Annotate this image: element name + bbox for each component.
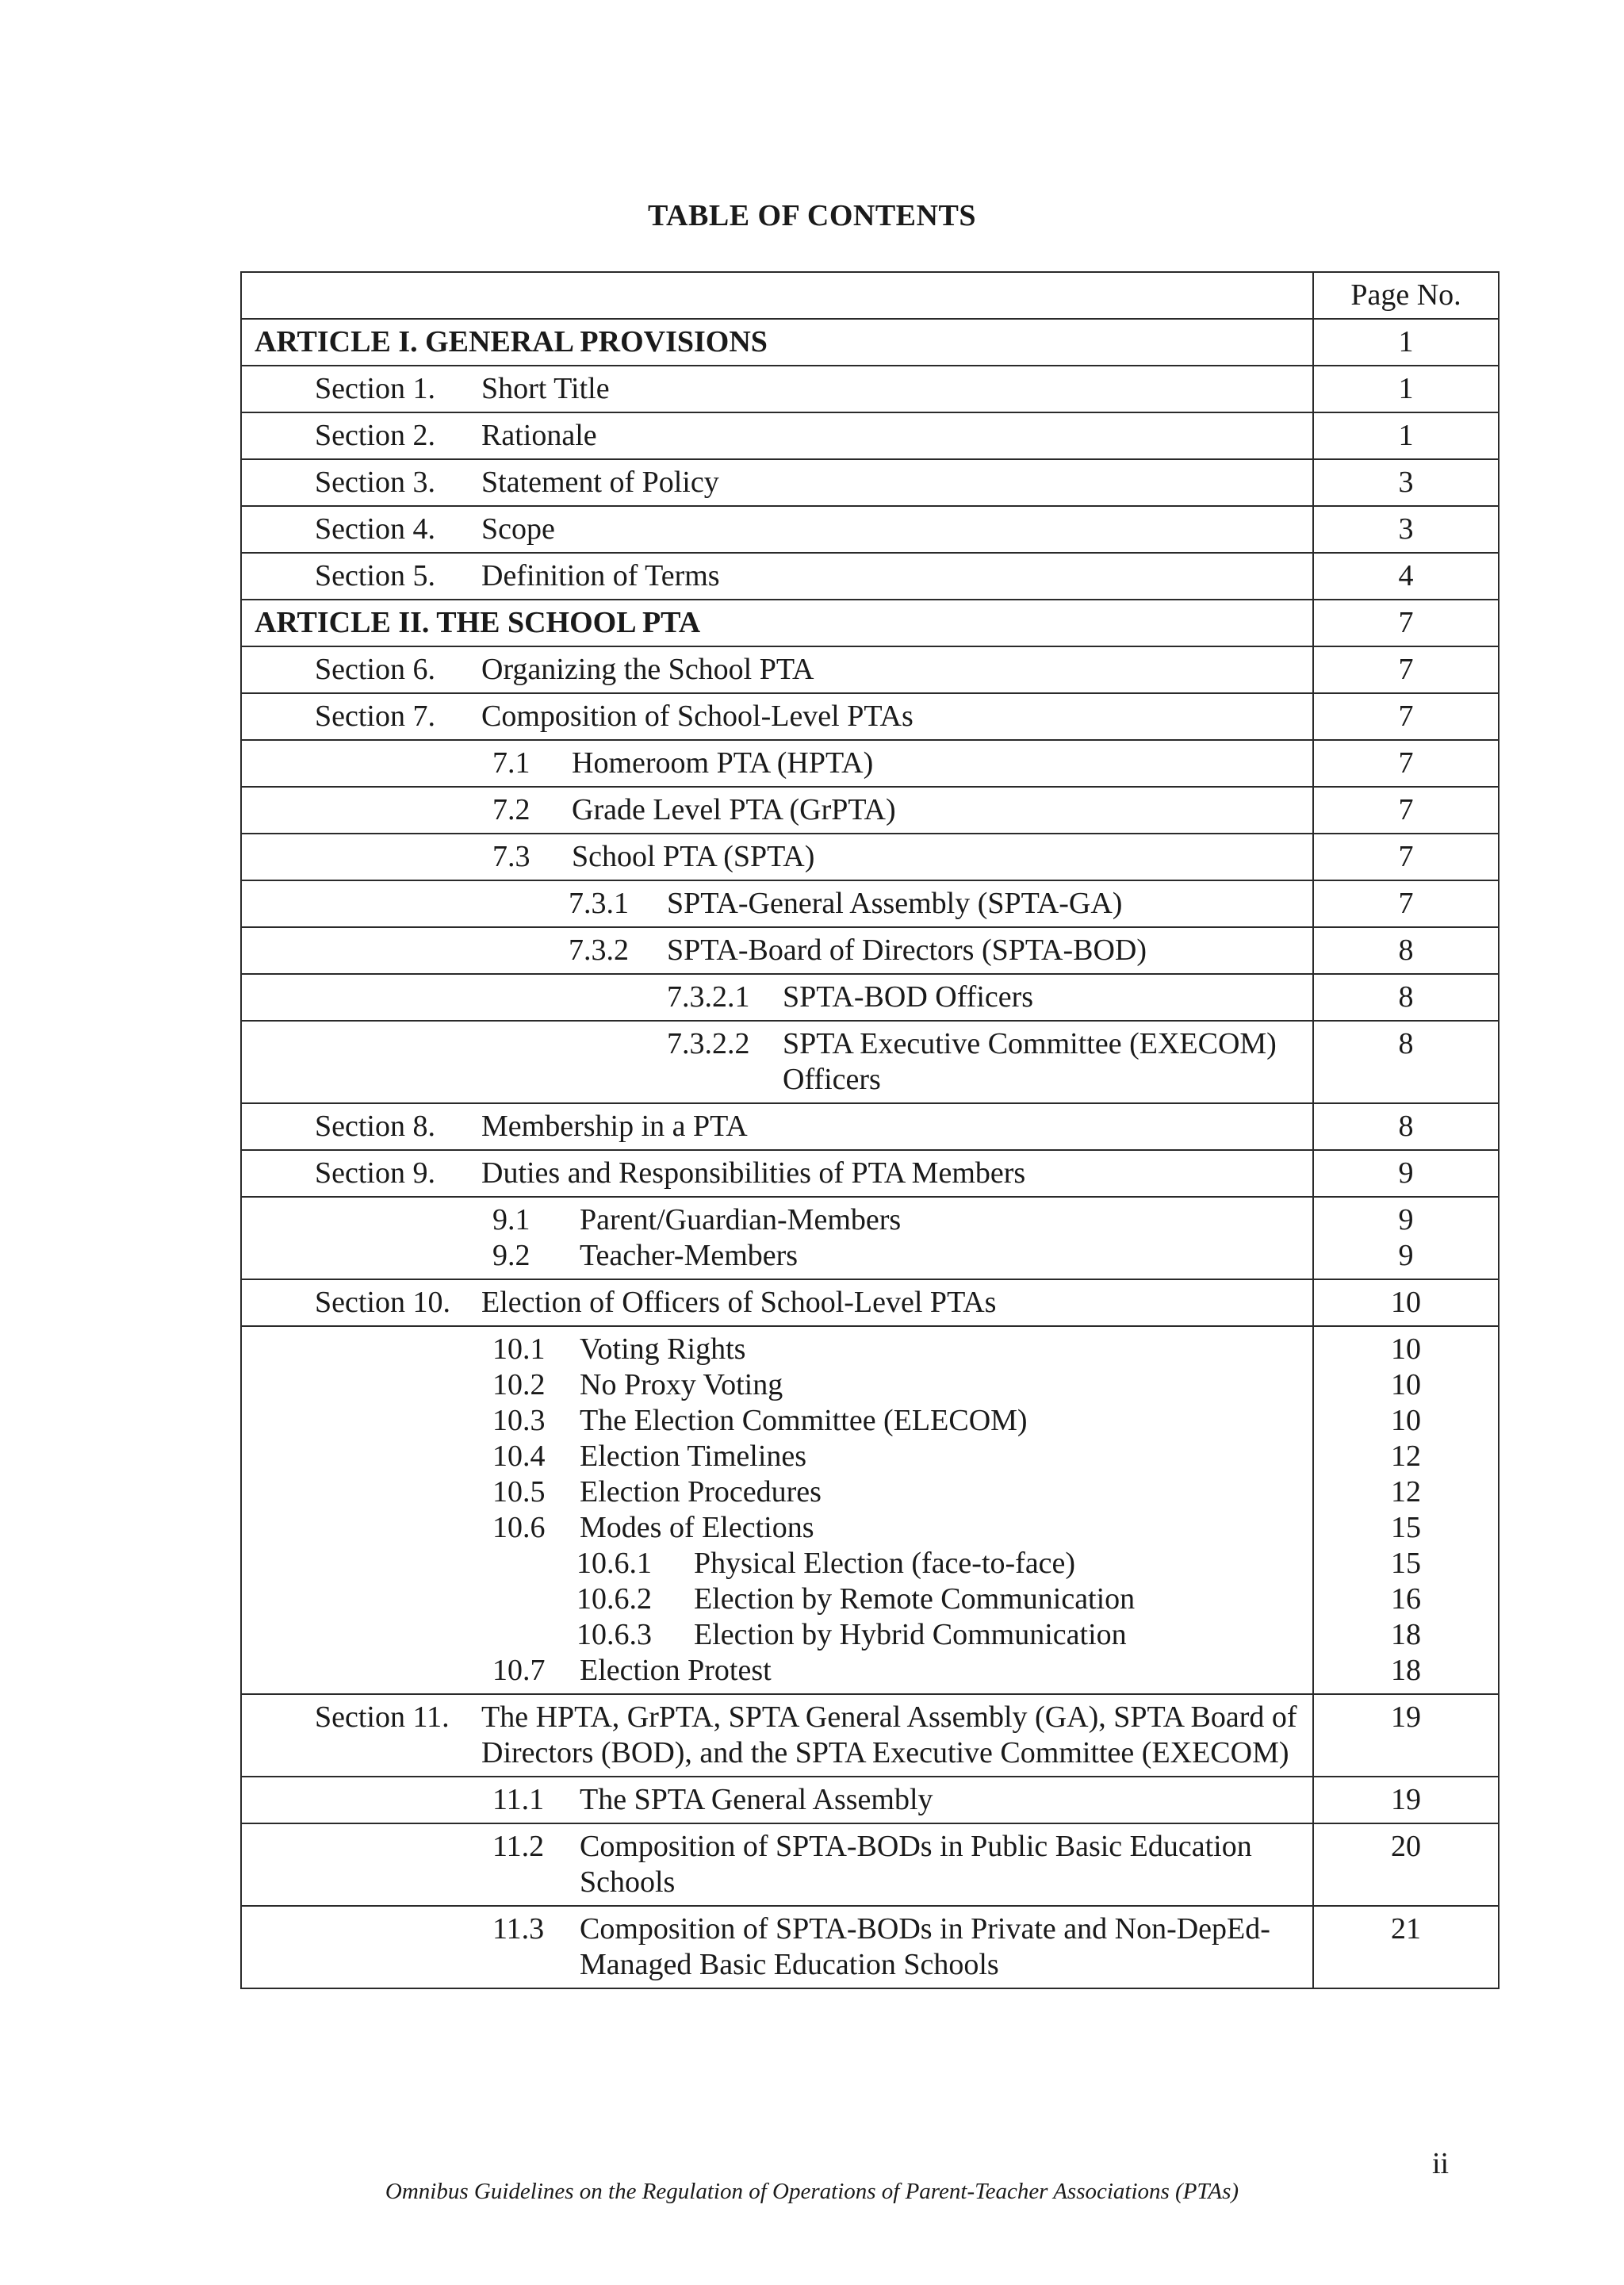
page-value: 10 xyxy=(1391,1368,1421,1401)
toc-entry xyxy=(255,512,1300,547)
page-value: 12 xyxy=(1391,1440,1421,1473)
entry-cell xyxy=(241,1823,1313,1906)
entry-title: Short Title xyxy=(481,372,610,405)
toc-row xyxy=(241,459,1499,506)
page-cell: 8 xyxy=(1313,974,1499,1021)
toc-entry xyxy=(255,1285,1300,1321)
entry-number: Section 7. xyxy=(315,700,435,733)
entry-number: Section 10. xyxy=(315,1286,450,1319)
entry-number: 7.1 xyxy=(492,746,530,780)
toc-entry xyxy=(255,1156,1300,1191)
toc-row xyxy=(241,1103,1499,1150)
entry-title: Homeroom PTA (HPTA) xyxy=(572,746,874,780)
entry-number: 10.2 xyxy=(492,1368,546,1401)
toc-row-group xyxy=(241,1326,1499,1694)
entry-number: Section 5. xyxy=(315,559,435,592)
entry-cell xyxy=(241,927,1313,974)
toc-entry xyxy=(255,465,1300,500)
entry-title: Election by Hybrid Communication xyxy=(694,1618,1127,1651)
entry-number: Section 2. xyxy=(315,419,435,452)
entry-cell xyxy=(241,459,1313,506)
page-cell: 8 xyxy=(1313,1021,1499,1103)
page-cell: 3 xyxy=(1313,459,1499,506)
article-title: ARTICLE I. GENERAL PROVISIONS xyxy=(255,325,768,358)
toc-row-group xyxy=(241,1197,1499,1279)
toc-entry xyxy=(255,418,1300,454)
toc-row xyxy=(241,880,1499,927)
toc-entry xyxy=(255,1653,1300,1689)
entry-number: 10.7 xyxy=(492,1654,546,1687)
page-cell: 1 xyxy=(1313,366,1499,412)
page-value: 15 xyxy=(1391,1547,1421,1580)
page-value: 10 xyxy=(1391,1404,1421,1437)
entry-cell xyxy=(241,1694,1313,1777)
entry-title: The SPTA General Assembly xyxy=(580,1783,933,1816)
entry-title: Duties and Responsibilities of PTA Members xyxy=(481,1156,1026,1190)
toc-row xyxy=(241,974,1499,1021)
entry-cell xyxy=(241,740,1313,787)
entry-number: 10.6 xyxy=(492,1511,546,1544)
entry-cell xyxy=(241,1777,1313,1823)
entry-cell xyxy=(241,834,1313,880)
entry-title: Scope xyxy=(481,512,555,546)
entry-number: 10.6.2 xyxy=(576,1582,652,1616)
toc-entry xyxy=(255,1911,1300,1983)
toc-row xyxy=(241,1279,1499,1326)
toc-entry xyxy=(255,1367,1300,1403)
entry-title: Election Protest xyxy=(580,1654,772,1687)
page-cell: 7 xyxy=(1313,600,1499,646)
page-cell xyxy=(1313,1326,1499,1694)
toc-row xyxy=(241,1823,1499,1906)
page-cell: 19 xyxy=(1313,1777,1499,1823)
page-cell: 4 xyxy=(1313,553,1499,600)
toc-entry xyxy=(255,1403,1300,1439)
entry-cell xyxy=(241,880,1313,927)
entry-cell xyxy=(241,506,1313,553)
entry-title: Voting Rights xyxy=(580,1332,746,1366)
entry-cell xyxy=(241,646,1313,693)
entry-title: Grade Level PTA (GrPTA) xyxy=(572,793,896,826)
toc-entry xyxy=(255,1510,1300,1546)
page-cell: 21 xyxy=(1313,1906,1499,1988)
page-cell: 7 xyxy=(1313,787,1499,834)
entry-title: Election Timelines xyxy=(580,1440,807,1473)
entry-cell xyxy=(241,553,1313,600)
entry-number: 7.3.2.2 xyxy=(667,1027,750,1060)
page-cell: 9 xyxy=(1313,1150,1499,1197)
toc-row xyxy=(241,506,1499,553)
toc-entry xyxy=(255,746,1300,781)
toc-row xyxy=(241,693,1499,740)
entry-cell xyxy=(241,1197,1313,1279)
page-cell: 7 xyxy=(1313,740,1499,787)
page-no-header: Page No. xyxy=(1313,272,1499,319)
toc-entry xyxy=(255,1109,1300,1144)
entry-number: 9.1 xyxy=(492,1203,530,1236)
entry-title: SPTA-General Assembly (SPTA-GA) xyxy=(667,887,1123,920)
toc-row xyxy=(241,1694,1499,1777)
entry-title: Election of Officers of School-Level PTAs xyxy=(481,1286,997,1319)
toc-table xyxy=(240,271,1500,1989)
toc-row xyxy=(241,366,1499,412)
entry-cell xyxy=(241,1021,1313,1103)
entry-number: 7.3.1 xyxy=(569,887,629,920)
page-cell: 19 xyxy=(1313,1694,1499,1777)
page-cell: 7 xyxy=(1313,834,1499,880)
toc-row xyxy=(241,1021,1499,1103)
entry-cell xyxy=(241,1906,1313,1988)
entry-number: 11.2 xyxy=(492,1830,545,1863)
article-title: ARTICLE II. THE SCHOOL PTA xyxy=(255,606,701,639)
article-row xyxy=(241,319,1499,366)
entry-cell xyxy=(241,974,1313,1021)
toc-entry xyxy=(255,558,1300,594)
entry-cell xyxy=(241,1279,1313,1326)
toc-entry xyxy=(255,792,1300,828)
toc-entry xyxy=(255,1474,1300,1510)
footer-text: Omnibus Guidelines on the Regulation of Operations of Parent-Teacher Associations (PTAs) xyxy=(385,2179,1239,2204)
entry-title: The HPTA, GrPTA, SPTA General Assembly (GA), SPTA Board of Directors (BOD), and the SPTA Executive Committee (EXECOM) xyxy=(481,1700,1297,1769)
entry-number: 9.2 xyxy=(492,1239,530,1272)
toc-entry xyxy=(255,1026,1300,1098)
entry-number: 10.6.1 xyxy=(576,1547,652,1580)
entry-number: 7.3.2.1 xyxy=(667,980,750,1014)
entry-number: 7.3.2 xyxy=(569,934,629,967)
entry-title: SPTA-BOD Officers xyxy=(783,980,1034,1014)
entry-title: SPTA Executive Committee (EXECOM) Officers xyxy=(783,1027,1277,1096)
entry-title: Statement of Policy xyxy=(481,466,719,499)
page-value: 9 xyxy=(1398,1239,1414,1272)
toc-entry xyxy=(255,1439,1300,1474)
entry-number: Section 3. xyxy=(315,466,435,499)
page-number: ii xyxy=(1432,2147,1450,2180)
toc-row xyxy=(241,646,1499,693)
toc-entry xyxy=(255,1581,1300,1617)
entry-title: School PTA (SPTA) xyxy=(572,840,815,873)
page-title: TABLE OF CONTENTS xyxy=(648,199,976,232)
page-cell: 1 xyxy=(1313,412,1499,459)
entry-number: Section 4. xyxy=(315,512,435,546)
page-value: 18 xyxy=(1391,1654,1421,1687)
toc-entry xyxy=(255,1617,1300,1653)
toc-entry xyxy=(255,1782,1300,1818)
toc-header-blank xyxy=(241,272,1313,319)
entry-title: Physical Election (face-to-face) xyxy=(694,1547,1076,1580)
toc-entry xyxy=(255,1238,1300,1274)
entry-title: Composition of SPTA-BODs in Private and Non-DepEd-Managed Basic Education Schools xyxy=(580,1912,1270,1981)
page-cell: 3 xyxy=(1313,506,1499,553)
toc-row xyxy=(241,1777,1499,1823)
entry-number: 11.1 xyxy=(492,1783,545,1816)
toc-entry xyxy=(255,886,1300,922)
toc-entry xyxy=(255,371,1300,407)
toc-entry xyxy=(255,699,1300,734)
toc-header-row xyxy=(241,272,1499,319)
page-value: 12 xyxy=(1391,1475,1421,1509)
toc-row xyxy=(241,787,1499,834)
entry-number: 10.1 xyxy=(492,1332,546,1366)
entry-number: 7.3 xyxy=(492,840,530,873)
toc-row xyxy=(241,834,1499,880)
entry-number: 11.3 xyxy=(492,1912,545,1946)
entry-cell xyxy=(241,1326,1313,1694)
page-value: 9 xyxy=(1398,1203,1414,1236)
entry-number: 10.6.3 xyxy=(576,1618,652,1651)
entry-cell xyxy=(241,600,1313,646)
entry-title: Election Procedures xyxy=(580,1475,822,1509)
page-cell: 10 xyxy=(1313,1279,1499,1326)
entry-title: Composition of School-Level PTAs xyxy=(481,700,914,733)
toc-entry xyxy=(255,839,1300,875)
entry-title: No Proxy Voting xyxy=(580,1368,783,1401)
entry-title: SPTA-Board of Directors (SPTA-BOD) xyxy=(667,934,1147,967)
entry-cell xyxy=(241,1150,1313,1197)
toc-entry xyxy=(255,980,1300,1015)
toc-entry xyxy=(255,1546,1300,1581)
entry-number: Section 11. xyxy=(315,1700,450,1734)
entry-title: Modes of Elections xyxy=(580,1511,814,1544)
page-value: 18 xyxy=(1391,1618,1421,1651)
entry-number: 10.4 xyxy=(492,1440,546,1473)
page-cell xyxy=(1313,1197,1499,1279)
toc-entry xyxy=(255,1332,1300,1367)
entry-title: Rationale xyxy=(481,419,597,452)
toc-row xyxy=(241,1150,1499,1197)
page-cell: 7 xyxy=(1313,693,1499,740)
page-value: 10 xyxy=(1391,1332,1421,1366)
entry-cell xyxy=(241,787,1313,834)
page-cell: 7 xyxy=(1313,646,1499,693)
entry-title: Organizing the School PTA xyxy=(481,653,814,686)
entry-number: Section 6. xyxy=(315,653,435,686)
toc-entry xyxy=(255,652,1300,688)
page-cell: 8 xyxy=(1313,927,1499,974)
page-value: 16 xyxy=(1391,1582,1421,1616)
toc-entry xyxy=(255,1829,1300,1900)
entry-number: 10.5 xyxy=(492,1475,546,1509)
toc-entry xyxy=(255,933,1300,968)
entry-number: 10.3 xyxy=(492,1404,546,1437)
toc-row xyxy=(241,412,1499,459)
toc-row xyxy=(241,927,1499,974)
entry-cell xyxy=(241,1103,1313,1150)
toc-row xyxy=(241,553,1499,600)
page-value: 15 xyxy=(1391,1511,1421,1544)
entry-title: Parent/Guardian-Members xyxy=(580,1203,902,1236)
entry-title: The Election Committee (ELECOM) xyxy=(580,1404,1028,1437)
entry-number: Section 1. xyxy=(315,372,435,405)
toc-entry xyxy=(255,1700,1300,1771)
entry-title: Definition of Terms xyxy=(481,559,720,592)
page-cell: 7 xyxy=(1313,880,1499,927)
toc-entry xyxy=(255,1202,1300,1238)
entry-cell xyxy=(241,412,1313,459)
page-cell: 20 xyxy=(1313,1823,1499,1906)
entry-title: Election by Remote Communication xyxy=(694,1582,1136,1616)
entry-cell xyxy=(241,366,1313,412)
article-row xyxy=(241,600,1499,646)
entry-cell xyxy=(241,319,1313,366)
page-cell: 8 xyxy=(1313,1103,1499,1150)
entry-number: 7.2 xyxy=(492,793,530,826)
entry-cell xyxy=(241,693,1313,740)
toc-row xyxy=(241,740,1499,787)
toc-row xyxy=(241,1906,1499,1988)
entry-title: Composition of SPTA-BODs in Public Basic Education Schools xyxy=(580,1830,1252,1899)
entry-title: Membership in a PTA xyxy=(481,1110,748,1143)
entry-title: Teacher-Members xyxy=(580,1239,799,1272)
entry-number: Section 8. xyxy=(315,1110,435,1143)
page-cell: 1 xyxy=(1313,319,1499,366)
entry-number: Section 9. xyxy=(315,1156,435,1190)
